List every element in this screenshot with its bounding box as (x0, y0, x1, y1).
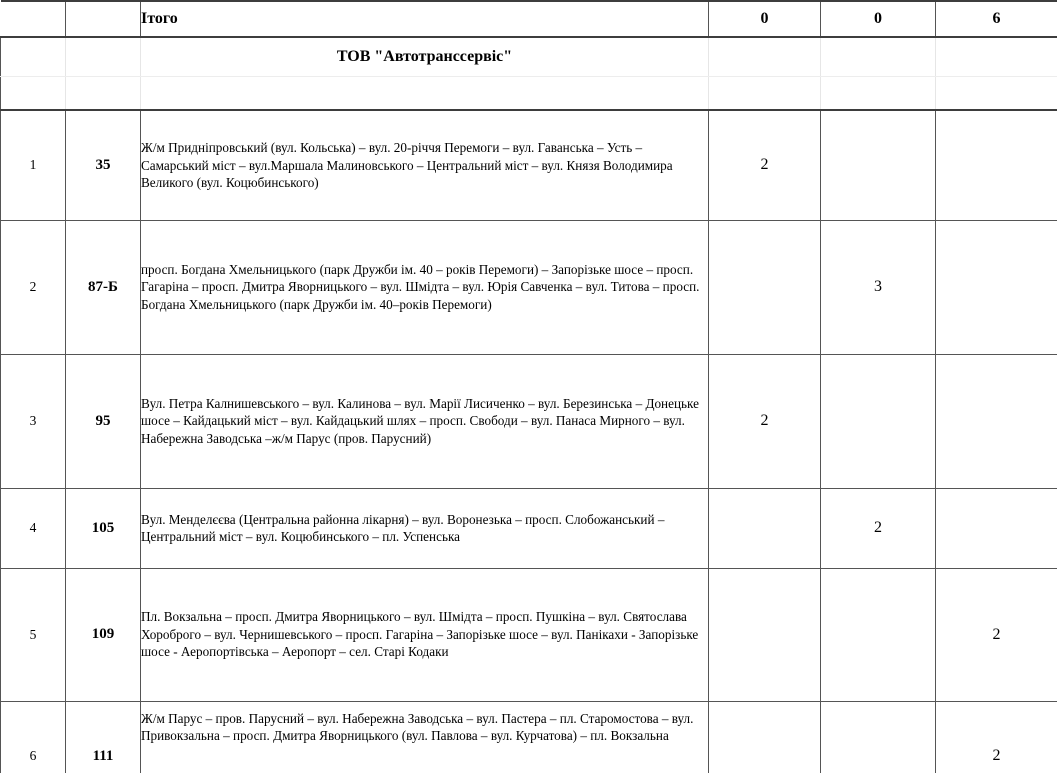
row-value-2 (821, 354, 936, 488)
table-row (1, 110, 1057, 220)
row-value-1 (709, 701, 821, 773)
spacer-cell-v1 (709, 76, 821, 110)
row-index: 4 (1, 488, 66, 568)
spacer-cell-index (1, 76, 66, 110)
carrier-empty-v3 (936, 37, 1057, 76)
table-row (1, 701, 1057, 773)
summary-empty-route-cell (66, 1, 141, 37)
row-value-2: 2 (821, 488, 936, 568)
row-index: 1 (1, 110, 66, 220)
carrier-empty-v1 (709, 37, 821, 76)
row-value-3 (936, 488, 1057, 568)
carrier-row (1, 37, 1057, 76)
row-route-number: 95 (66, 354, 141, 488)
carrier-empty-index-cell (1, 37, 66, 76)
row-value-3 (936, 110, 1057, 220)
row-value-1: 2 (709, 110, 821, 220)
row-value-2: 3 (821, 220, 936, 354)
row-index: 3 (1, 354, 66, 488)
row-value-1 (709, 488, 821, 568)
row-route-number: 109 (66, 568, 141, 701)
summary-row (1, 1, 1057, 37)
spacer-cell-v2 (821, 76, 936, 110)
row-value-2 (821, 110, 936, 220)
row-value-1 (709, 220, 821, 354)
carrier-empty-route-cell (66, 37, 141, 76)
table-row (1, 220, 1057, 354)
row-value-1 (709, 568, 821, 701)
row-value-2 (821, 568, 936, 701)
row-value-3: 2 (936, 568, 1057, 701)
summary-value-1: 0 (709, 1, 821, 37)
row-value-3 (936, 354, 1057, 488)
row-route-description: просп. Богдана Хмельницького (парк Дружби ім. 40 – років Перемоги) – Запорізьке шосе – просп. Гагаріна – просп. Дмитра Яворницького – вул. Шмідта – вул. Юрія Савченка – вул. Титова – просп. Богдана Хмельницького (парк Дружби ім. 40–років Перемоги) (141, 220, 709, 354)
spacer-cell-route (66, 76, 141, 110)
table-row (1, 488, 1057, 568)
summary-value-3: 6 (936, 1, 1057, 37)
row-route-description: Вул. Петра Калнишевського – вул. Калинова – вул. Марії Лисиченко – вул. Березинська – Донецьке шосе – Кайдацький міст – вул. Кайдацький шлях – просп. Свободи – вул. Панаса Мирного – вул. Набережна Заводська –ж/м Парус (пров. Парусний) (141, 354, 709, 488)
row-value-2 (821, 701, 936, 773)
table-row (1, 354, 1057, 488)
table-row (1, 568, 1057, 701)
carrier-name: ТОВ "Автотранссервіс" (141, 37, 709, 76)
row-value-3 (936, 220, 1057, 354)
row-route-number: 111 (66, 701, 141, 773)
summary-value-2: 0 (821, 1, 936, 37)
summary-label: Ітого (141, 1, 709, 37)
row-index: 5 (1, 568, 66, 701)
row-value-1: 2 (709, 354, 821, 488)
row-route-description: Ж/м Парус – пров. Парусний – вул. Набережна Заводська – вул. Пастера – пл. Старомостова – вул. Привокзальна – просп. Дмитра Яворницького (вул. Павлова – вул. Курчатова) – пл. Вокзальна (141, 701, 709, 773)
row-route-number: 105 (66, 488, 141, 568)
row-route-description: Вул. Менделєєва (Центральна районна лікарня) – вул. Воронезька – просп. Слобожанський – Центральний міст – вул. Коцюбинського – пл. Успенська (141, 488, 709, 568)
summary-empty-index-cell (1, 1, 66, 37)
row-route-description: Ж/м Придніпровський (вул. Кольська) – вул. 20-річчя Перемоги – вул. Гаванська – Усть – Самарський міст – вул.Маршала Малиновського – Центральний міст – вул. Князя Володимира Великого (вул. Коцюбинського) (141, 110, 709, 220)
row-route-number: 35 (66, 110, 141, 220)
spacer-cell-desc (141, 76, 709, 110)
row-index: 6 (1, 701, 66, 773)
carrier-empty-v2 (821, 37, 936, 76)
row-index: 2 (1, 220, 66, 354)
row-value-3: 2 (936, 701, 1057, 773)
row-route-number: 87-Б (66, 220, 141, 354)
spacer-cell-v3 (936, 76, 1057, 110)
row-route-description: Пл. Вокзальна – просп. Дмитра Яворницького – вул. Шмідта – просп. Пушкіна – вул. Святослава Хороброго – вул. Чернишевського – просп. Гагаріна – Запорізьке шосе – вул. Панікахи - Запорізьке шосе - Аеропортівська – Аеропорт – сел. Старі Кодаки (141, 568, 709, 701)
spacer-row (1, 76, 1057, 110)
